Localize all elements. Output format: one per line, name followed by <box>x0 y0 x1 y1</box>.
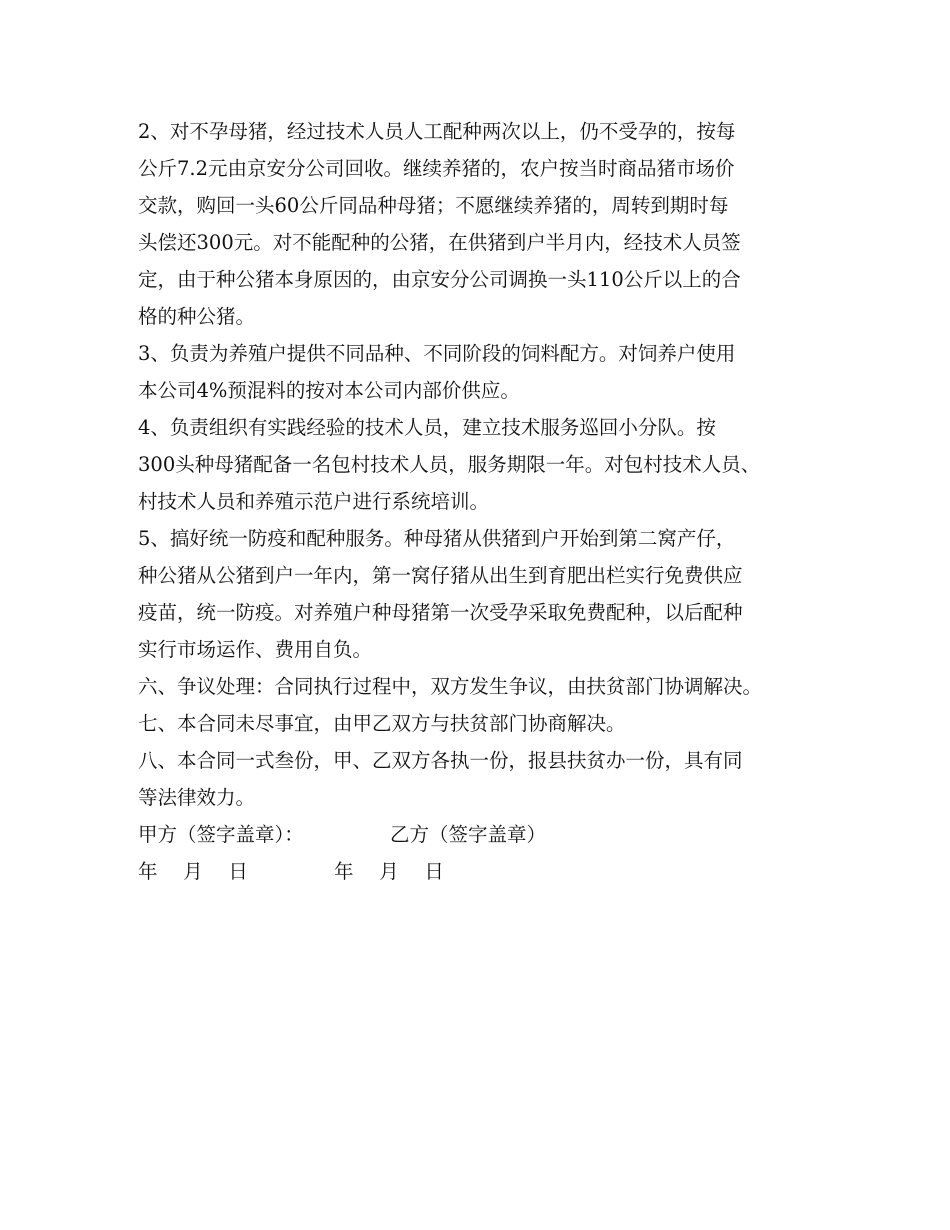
text-line: 疫苗，统一防疫。对养殖户种母猪第一次受孕采取免费配种，以后配种 <box>138 601 743 624</box>
text-line: 头偿还300元。对不能配种的公猪，在供猪到户半月内，经技术人员签 <box>138 231 741 254</box>
text-line: 本公司4%预混料的按对本公司内部价供应。 <box>138 379 520 402</box>
text-line: 交款，购回一头60公斤同品种母猪；不愿继续养猪的，周转到期时每 <box>138 194 729 217</box>
party-a-date: 年 月 日 <box>138 860 248 883</box>
text-line: 等法律效力。 <box>138 786 256 809</box>
text-line: 村技术人员和养殖示范户进行系统培训。 <box>138 490 490 513</box>
text-line: 300头种母猪配备一名包村技术人员，服务期限一年。对包村技术人员、 <box>138 453 761 476</box>
party-b-date: 年 月 日 <box>334 860 444 883</box>
text-line: 2、对不孕母猪，经过技术人员人工配种两次以上，仍不受孕的，按每 <box>138 120 736 143</box>
text-line: 格的种公猪。 <box>138 305 256 328</box>
party-a-signature-label: 甲方（签字盖章）： <box>138 823 304 846</box>
text-line: 公斤7.2元由京安分公司回收。继续养猪的，农户按当时商品猪市场价 <box>138 157 735 180</box>
text-line: 六、争议处理：合同执行过程中，双方发生争议，由扶贫部门协调解决。 <box>138 675 763 698</box>
text-line: 实行市场运作、费用自负。 <box>138 638 373 661</box>
text-line: 4、负责组织有实践经验的技术人员，建立技术服务巡回小分队。按 <box>138 416 716 439</box>
text-line: 3、负责为养殖户提供不同品种、不同阶段的饲料配方。对饲养户使用 <box>138 342 736 365</box>
text-line: 七、本合同未尽事宜，由甲乙双方与扶贫部门协商解决。 <box>138 712 626 735</box>
text-line: 5、搞好统一防疫和配种服务。种母猪从供猪到户开始到第二窝产仔， <box>138 527 736 550</box>
signature-row <box>138 816 828 853</box>
text-line: 定，由于种公猪本身原因的，由京安分公司调换一头110公斤以上的合 <box>138 268 741 291</box>
text-line: 种公猪从公猪到户一年内，第一窝仔猪从出生到育肥出栏实行免费供应 <box>138 564 743 587</box>
contract-body <box>138 113 828 890</box>
text-line: 八、本合同一式叁份，甲、乙双方各执一份，报县扶贫办一份，具有同 <box>138 749 743 772</box>
party-b-signature-label: 乙方（签字盖章） <box>390 823 547 846</box>
date-row <box>138 853 828 890</box>
